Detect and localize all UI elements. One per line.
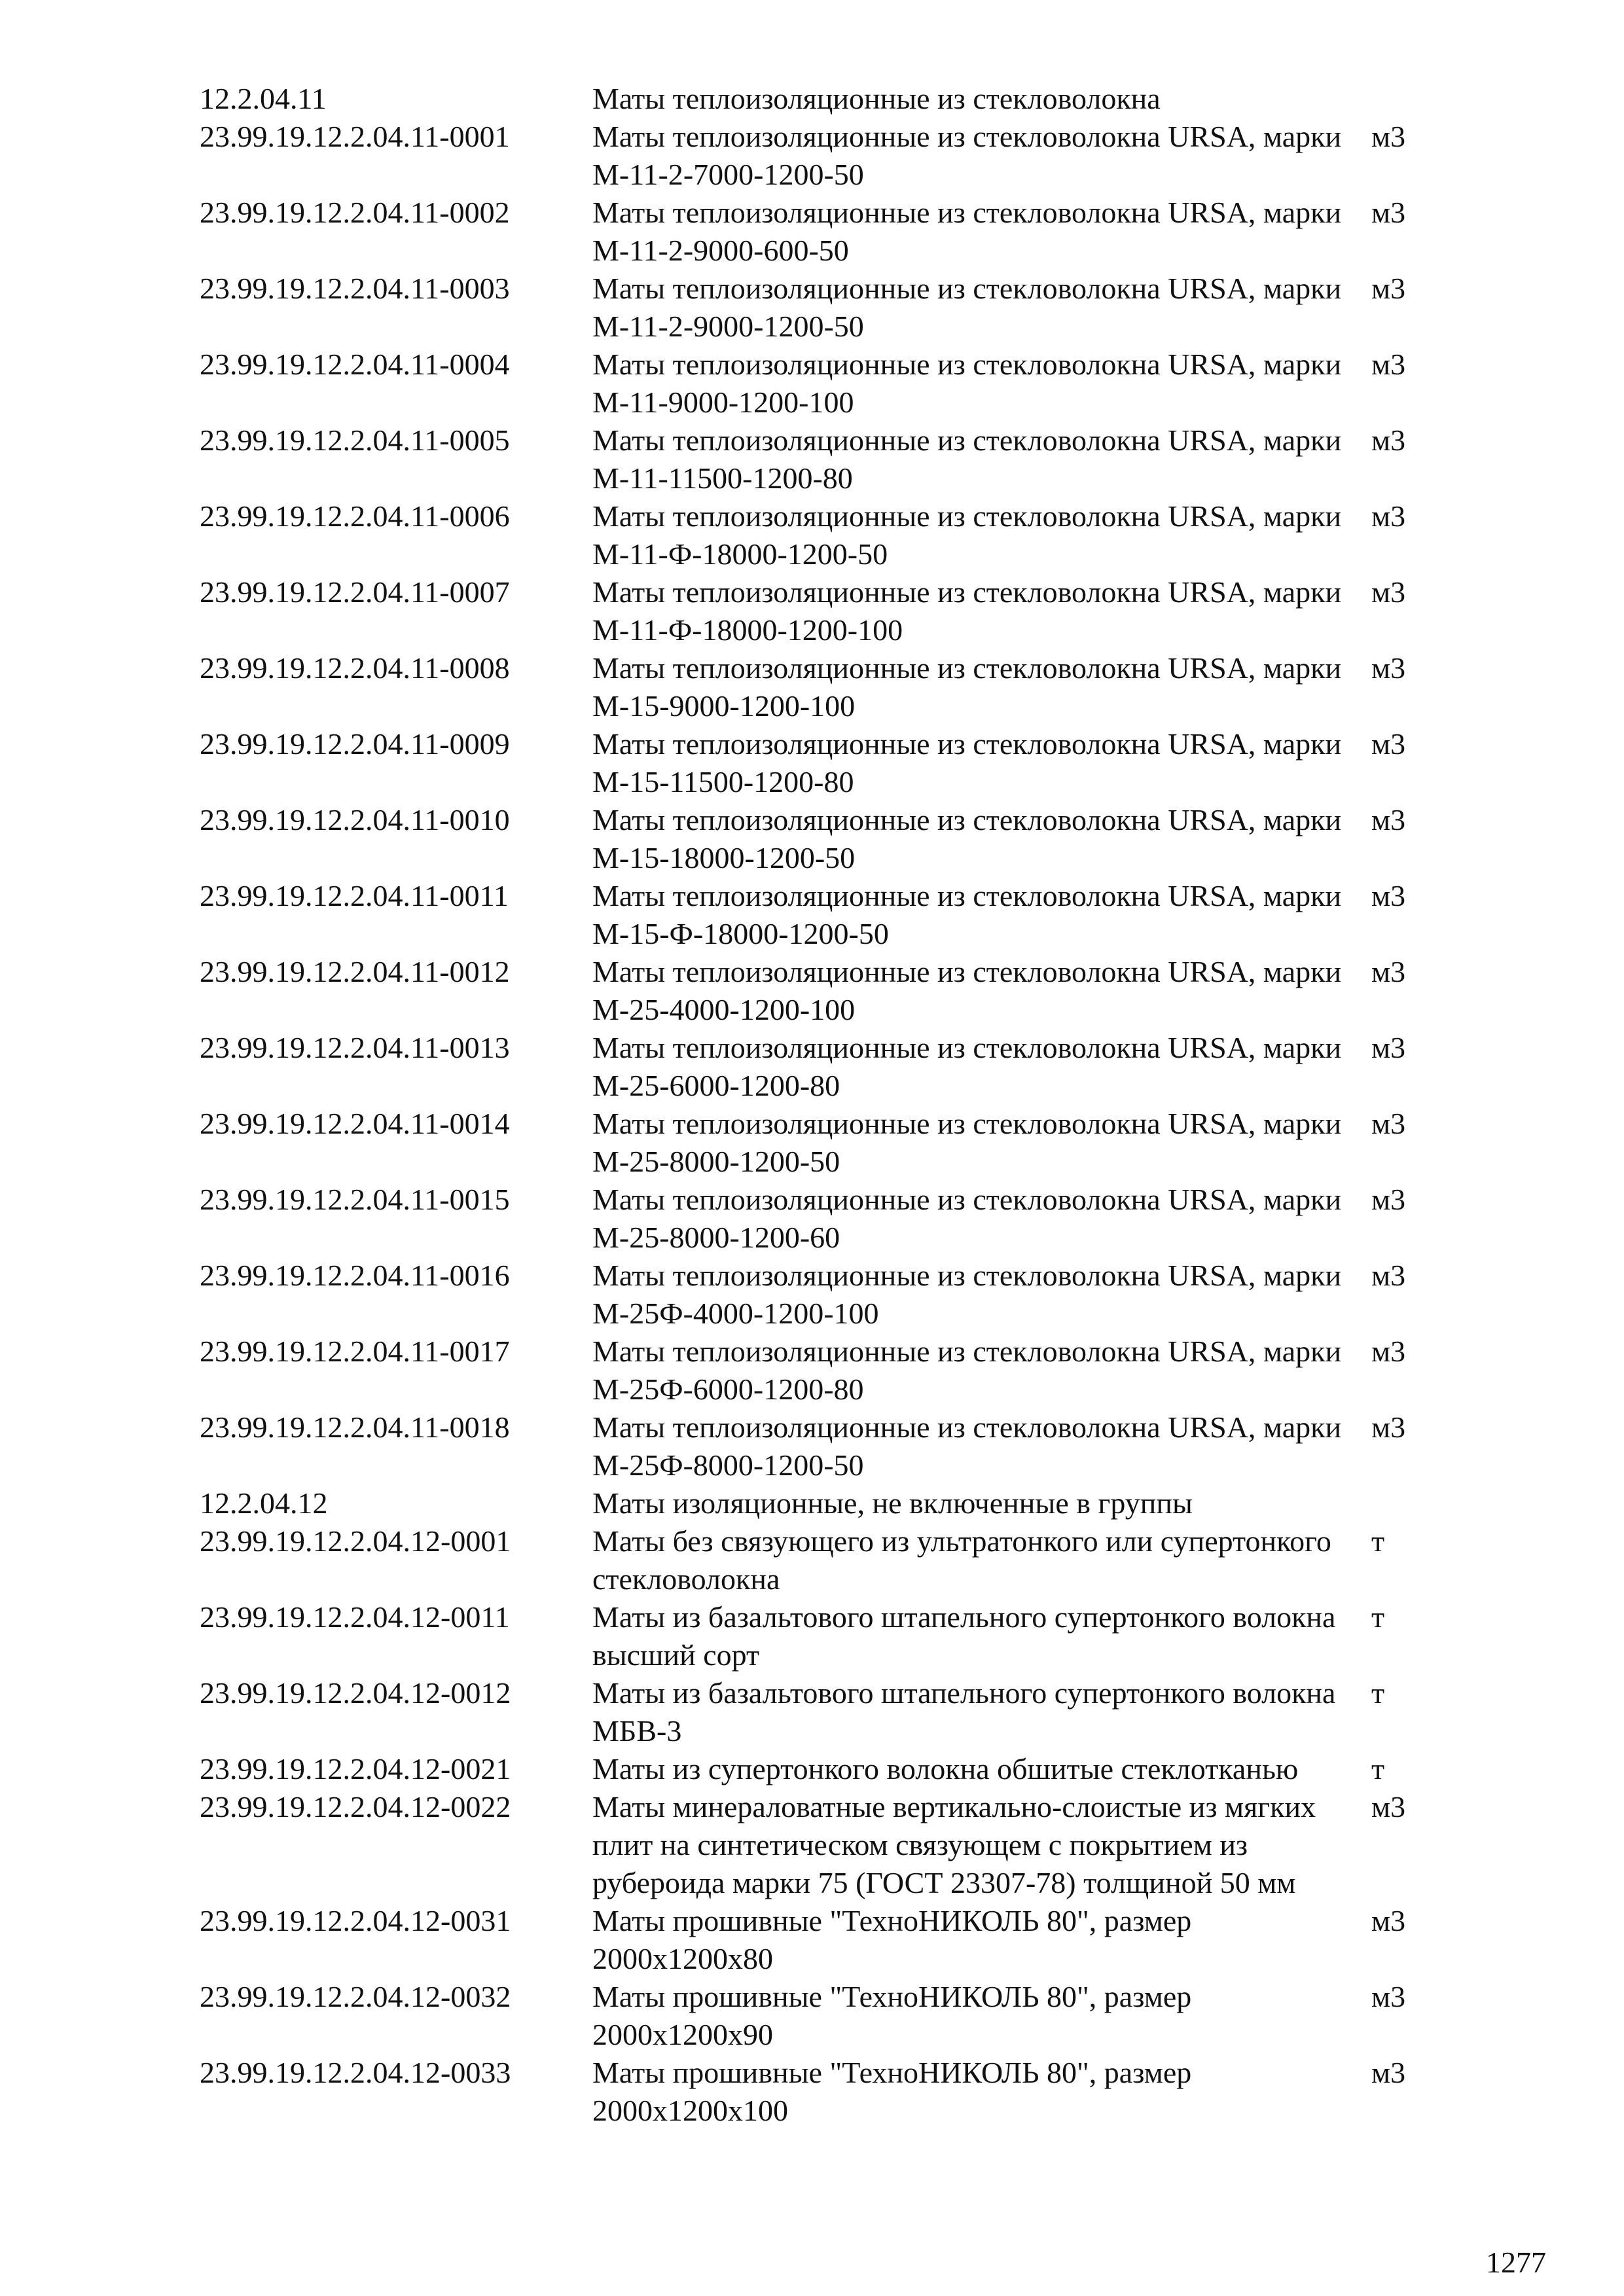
table-row [200,422,1443,497]
table-row [200,1522,1443,1598]
item-unit: м3 [1371,196,1406,229]
item-name: Маты теплоизоляционные из стекловолокна URSA, марки М-25-8000-1200-60 [592,1183,1342,1254]
item-name: Маты теплоизоляционные из стекловолокна URSA, марки М-11-Ф-18000-1200-50 [592,499,1342,571]
item-code: 23.99.19.12.2.04.12-0021 [200,1752,511,1785]
item-name: Маты теплоизоляционные из стекловолокна URSA, марки М-25Ф-4000-1200-100 [592,1259,1342,1330]
item-code: 23.99.19.12.2.04.11-0004 [200,348,510,381]
item-code: 23.99.19.12.2.04.12-0032 [200,1980,511,2013]
table-row [200,270,1443,346]
item-code: 23.99.19.12.2.04.11-0003 [200,272,510,305]
item-unit: м3 [1371,272,1406,305]
table-row [200,953,1443,1029]
price-list-table [200,80,1443,2130]
item-code: 23.99.19.12.2.04.11-0008 [200,651,510,685]
item-code: 12.2.04.12 [200,1486,328,1520]
item-unit: т [1371,1752,1385,1785]
item-code: 12.2.04.11 [200,82,327,115]
item-name: Маты теплоизоляционные из стекловолокна URSA, марки М-15-11500-1200-80 [592,727,1342,798]
item-name: Маты теплоизоляционные из стекловолокна URSA, марки М-11-2-9000-1200-50 [592,272,1342,343]
item-name: Маты теплоизоляционные из стекловолокна URSA, марки М-25-8000-1200-50 [592,1107,1342,1178]
item-name: Маты прошивные "ТехноНИКОЛЬ 80", размер 2000x1200x80 [592,1904,1192,1975]
table-row [200,2054,1443,2130]
item-unit: т [1371,1676,1385,1710]
item-name: Маты теплоизоляционные из стекловолокна URSA, марки М-11-9000-1200-100 [592,348,1342,419]
item-unit: м3 [1371,879,1406,912]
table-row [200,1902,1443,1978]
item-code: 23.99.19.12.2.04.11-0010 [200,803,510,836]
item-name: Маты теплоизоляционные из стекловолокна URSA, марки М-11-2-9000-600-50 [592,196,1342,267]
item-unit: м3 [1371,575,1406,609]
item-unit: м3 [1371,499,1406,533]
item-unit: м3 [1371,803,1406,836]
table-row [200,725,1443,801]
page-number: 1277 [1486,2246,1546,2279]
item-unit: т [1371,1600,1385,1634]
table-row [200,497,1443,573]
item-name: Маты теплоизоляционные из стекловолокна [592,82,1161,115]
item-unit: м3 [1371,727,1406,761]
item-code: 23.99.19.12.2.04.11-0015 [200,1183,510,1216]
item-name: Маты из базальтового штапельного супертонкого волокна МБВ-3 [592,1676,1336,1748]
item-code: 23.99.19.12.2.04.11-0011 [200,879,509,912]
item-code: 23.99.19.12.2.04.12-0001 [200,1524,511,1558]
table-row [200,1029,1443,1105]
item-name: Маты теплоизоляционные из стекловолокна URSA, марки М-25Ф-8000-1200-50 [592,1410,1342,1482]
item-name: Маты теплоизоляционные из стекловолокна URSA, марки М-15-Ф-18000-1200-50 [592,879,1342,950]
item-code: 23.99.19.12.2.04.12-0012 [200,1676,511,1710]
item-code: 23.99.19.12.2.04.11-0013 [200,1031,510,1064]
table-row [200,194,1443,270]
table-row [200,1408,1443,1484]
item-unit: м3 [1371,423,1406,457]
item-code: 23.99.19.12.2.04.12-0033 [200,2056,511,2089]
table-row [200,573,1443,649]
item-name: Маты теплоизоляционные из стекловолокна URSA, марки М-15-18000-1200-50 [592,803,1342,874]
item-unit: м3 [1371,2056,1406,2089]
item-code: 23.99.19.12.2.04.11-0005 [200,423,510,457]
item-code: 23.99.19.12.2.04.11-0007 [200,575,510,609]
item-code: 23.99.19.12.2.04.11-0016 [200,1259,510,1292]
item-unit: м3 [1371,1335,1406,1368]
item-name: Маты теплоизоляционные из стекловолокна URSA, марки М-25-6000-1200-80 [592,1031,1342,1102]
table-row [200,1333,1443,1408]
item-code: 23.99.19.12.2.04.11-0001 [200,120,510,153]
item-unit: м3 [1371,1410,1406,1444]
table-row [200,80,1443,118]
item-unit: м3 [1371,1904,1406,1937]
table-row [200,877,1443,953]
item-code: 23.99.19.12.2.04.11-0006 [200,499,510,533]
item-unit: т [1371,1524,1385,1558]
table-row [200,1105,1443,1181]
item-code: 23.99.19.12.2.04.12-0031 [200,1904,511,1937]
item-code: 23.99.19.12.2.04.12-0011 [200,1600,510,1634]
item-name: Маты теплоизоляционные из стекловолокна URSA, марки М-15-9000-1200-100 [592,651,1342,723]
item-unit: м3 [1371,955,1406,988]
item-name: Маты изоляционные, не включенные в группы [592,1486,1193,1520]
table-row [200,346,1443,422]
table-row [200,1181,1443,1257]
item-name: Маты из базальтового штапельного супертонкого волокна высший сорт [592,1600,1336,1672]
table-row [200,1978,1443,2054]
item-code: 23.99.19.12.2.04.11-0014 [200,1107,510,1140]
item-unit: м3 [1371,348,1406,381]
item-unit: м3 [1371,651,1406,685]
item-name: Маты без связующего из ультратонкого или супертонкого стекловолокна [592,1524,1331,1596]
item-name: Маты из супертонкого волокна обшитые стеклотканью [592,1752,1299,1785]
item-unit: м3 [1371,120,1406,153]
item-name: Маты теплоизоляционные из стекловолокна URSA, марки М-25-4000-1200-100 [592,955,1342,1026]
item-name: Маты минераловатные вертикально-слоистые из мягких плит на синтетическом связующем с покрытием из рубероида марки 75 (ГОСТ 23307-78) толщиной 50 мм [592,1790,1316,1899]
table-row [200,1674,1443,1750]
item-unit: м3 [1371,1980,1406,2013]
table-row [200,1750,1443,1788]
table-row [200,1257,1443,1333]
item-unit: м3 [1371,1031,1406,1064]
item-unit: м3 [1371,1259,1406,1292]
item-code: 23.99.19.12.2.04.12-0022 [200,1790,511,1823]
item-unit: м3 [1371,1790,1406,1823]
table-row [200,1484,1443,1522]
item-code: 23.99.19.12.2.04.11-0017 [200,1335,510,1368]
table-row [200,118,1443,194]
item-name: Маты теплоизоляционные из стекловолокна URSA, марки М-11-Ф-18000-1200-100 [592,575,1342,647]
table-row [200,1788,1443,1902]
item-name: Маты теплоизоляционные из стекловолокна URSA, марки М-11-2-7000-1200-50 [592,120,1342,191]
item-unit: м3 [1371,1107,1406,1140]
item-code: 23.99.19.12.2.04.11-0012 [200,955,510,988]
item-code: 23.99.19.12.2.04.11-0009 [200,727,510,761]
table-row [200,1598,1443,1674]
table-row [200,649,1443,725]
item-code: 23.99.19.12.2.04.11-0002 [200,196,510,229]
item-name: Маты прошивные "ТехноНИКОЛЬ 80", размер 2000x1200x90 [592,1980,1192,2051]
item-name: Маты теплоизоляционные из стекловолокна URSA, марки М-25Ф-6000-1200-80 [592,1335,1342,1406]
item-code: 23.99.19.12.2.04.11-0018 [200,1410,510,1444]
item-unit: м3 [1371,1183,1406,1216]
item-name: Маты теплоизоляционные из стекловолокна URSA, марки М-11-11500-1200-80 [592,423,1342,495]
table-row [200,801,1443,877]
item-name: Маты прошивные "ТехноНИКОЛЬ 80", размер 2000x1200x100 [592,2056,1192,2127]
